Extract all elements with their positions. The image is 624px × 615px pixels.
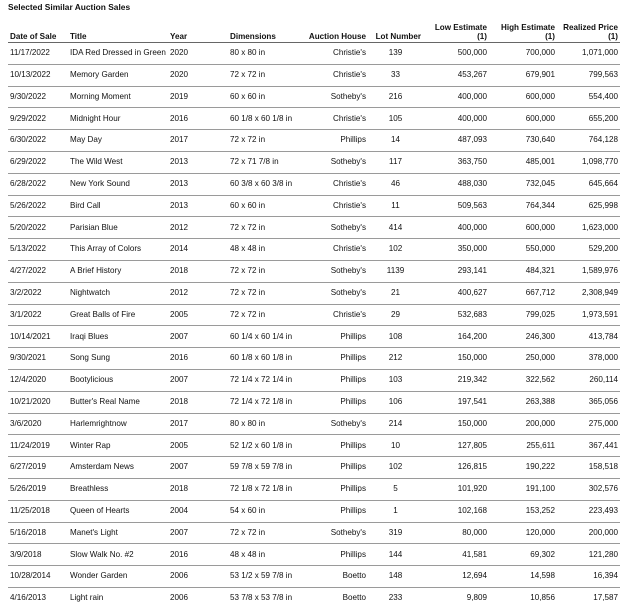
- cell-date: 3/9/2018: [8, 544, 68, 566]
- cell-date: 6/27/2019: [8, 457, 68, 479]
- cell-realized-price: 367,441: [557, 435, 620, 457]
- cell-title: Great Balls of Fire: [68, 304, 168, 326]
- cell-realized-price: 365,056: [557, 391, 620, 413]
- cell-date: 5/13/2022: [8, 239, 68, 261]
- table-body: [8, 43, 620, 609]
- cell-dimensions: 60 3/8 x 60 3/8 in: [228, 173, 297, 195]
- cell-auction-house: Christie's: [297, 108, 368, 130]
- cell-dimensions: 48 x 48 in: [228, 544, 297, 566]
- cell-low-estimate: 150,000: [423, 348, 489, 370]
- cell-low-estimate: 350,000: [423, 239, 489, 261]
- cell-dimensions: 72 1/4 x 72 1/8 in: [228, 391, 297, 413]
- cell-realized-price: 1,623,000: [557, 217, 620, 239]
- cell-title: Midnight Hour: [68, 108, 168, 130]
- cell-year: 2016: [168, 348, 228, 370]
- cell-high-estimate: 600,000: [489, 86, 557, 108]
- cell-title: Light rain: [70, 593, 104, 603]
- cell-year: 2016: [168, 544, 228, 566]
- table-row: [8, 544, 620, 566]
- column-header-auction-house: Auction House: [297, 15, 368, 43]
- cell-date: 5/20/2022: [8, 217, 68, 239]
- cell-dimensions: 72 x 72 in: [228, 522, 297, 544]
- cell-year: 2020: [168, 43, 228, 65]
- cell-auction-house: Phillips: [297, 130, 368, 152]
- cell-realized-price: 200,000: [557, 522, 620, 544]
- cell-auction-house: Phillips: [297, 500, 368, 522]
- cell-date: 6/28/2022: [8, 173, 68, 195]
- table-row: [8, 435, 620, 457]
- cell-dimensions: 53 7/8 x 53 7/8 in: [230, 593, 293, 603]
- cell-high-estimate: 246,300: [489, 326, 557, 348]
- cell-auction-house: Sotheby's: [297, 522, 368, 544]
- table-row: [8, 457, 620, 479]
- cell-auction-house: Sotheby's: [297, 260, 368, 282]
- cell-date: 11/24/2019: [8, 435, 68, 457]
- cell-date: 10/21/2020: [8, 391, 68, 413]
- cell-auction-house: Christie's: [297, 239, 368, 261]
- column-header-title: Title: [68, 15, 168, 43]
- column-header-lot-number: Lot Number: [368, 15, 423, 43]
- cell-high-estimate: 255,611: [489, 435, 557, 457]
- table-row: [8, 260, 620, 282]
- cell-realized-price: 2,308,949: [557, 282, 620, 304]
- cell-high-estimate: 764,344: [489, 195, 557, 217]
- cell-lot-number: 5: [368, 478, 423, 500]
- cell-dimensions: 60 1/4 x 60 1/4 in: [228, 326, 297, 348]
- cell-high-estimate: 667,712: [489, 282, 557, 304]
- cell-realized-price: 764,128: [557, 130, 620, 152]
- cell-low-estimate: 500,000: [423, 43, 489, 65]
- cell-dimensions: 72 1/4 x 72 1/4 in: [228, 369, 297, 391]
- cell-date: 6/30/2022: [8, 130, 68, 152]
- cell-high-estimate: 600,000: [489, 108, 557, 130]
- cell-low-estimate: 363,750: [423, 151, 489, 173]
- cell-realized-price: 16,394: [557, 566, 620, 588]
- cell-low-estimate: 400,000: [423, 108, 489, 130]
- cell-title: Slow Walk No. #2: [68, 544, 168, 566]
- cell-date: 10/28/2014: [8, 566, 68, 588]
- cell-title: Butter's Real Name: [68, 391, 168, 413]
- cell-realized-price: 302,576: [557, 478, 620, 500]
- cell-realized-price: 645,664: [557, 173, 620, 195]
- cell-title: Song Sung: [68, 348, 168, 370]
- cell-dimensions: 60 x 60 in: [228, 195, 297, 217]
- cell-low-estimate: 127,805: [423, 435, 489, 457]
- table-row: [8, 500, 620, 522]
- cell-high-estimate: 190,222: [489, 457, 557, 479]
- cell-dimensions: 60 1/8 x 60 1/8 in: [228, 108, 297, 130]
- cell-high-estimate: 550,000: [489, 239, 557, 261]
- cell-date: 3/6/2020: [8, 413, 68, 435]
- cell-realized-price: 554,400: [557, 86, 620, 108]
- table-row: [8, 304, 620, 326]
- cell-high-estimate: 679,901: [489, 64, 557, 86]
- cell-year: 2007: [168, 369, 228, 391]
- cell-title: Bird Call: [68, 195, 168, 217]
- cell-high-estimate: 263,388: [489, 391, 557, 413]
- cell-realized-price: 17,587: [593, 593, 618, 603]
- cell-date: 6/29/2022: [8, 151, 68, 173]
- cell-realized-price: 158,518: [557, 457, 620, 479]
- cell-lot-number: 102: [368, 239, 423, 261]
- cell-title: Bootylicious: [68, 369, 168, 391]
- cell-auction-house: Sotheby's: [297, 217, 368, 239]
- cell-realized-price: 223,493: [557, 500, 620, 522]
- cell-date: 10/13/2022: [8, 64, 68, 86]
- cell-low-estimate: 219,342: [423, 369, 489, 391]
- column-header-dimensions: Dimensions: [228, 15, 297, 43]
- table-row: [8, 239, 620, 261]
- table-row: [8, 587, 620, 608]
- cell-lot-number: 46: [368, 173, 423, 195]
- cell-date: 5/16/2018: [8, 522, 68, 544]
- cell-lot-number: 103: [368, 369, 423, 391]
- cell-auction-house: Phillips: [297, 369, 368, 391]
- cell-date: 11/25/2018: [8, 500, 68, 522]
- cell-auction-house: Phillips: [297, 544, 368, 566]
- cell-title: This Array of Colors: [68, 239, 168, 261]
- cell-dimensions: 53 1/2 x 59 7/8 in: [228, 566, 297, 588]
- cell-auction-house: Phillips: [297, 348, 368, 370]
- cell-low-estimate: 400,627: [423, 282, 489, 304]
- cell-high-estimate: 69,302: [489, 544, 557, 566]
- cell-lot-number: 214: [368, 413, 423, 435]
- cell-year: 2007: [168, 326, 228, 348]
- cell-high-estimate: 600,000: [489, 217, 557, 239]
- cell-realized-price: 655,200: [557, 108, 620, 130]
- cell-high-estimate: 250,000: [489, 348, 557, 370]
- cell-lot-number: 212: [368, 348, 423, 370]
- cell-year: 2020: [168, 64, 228, 86]
- cell-high-estimate: 484,321: [489, 260, 557, 282]
- cell-auction-house: Christie's: [297, 304, 368, 326]
- column-header-low-estimate: Low Estimate (1): [423, 15, 489, 43]
- cell-dimensions: 80 x 80 in: [228, 413, 297, 435]
- cell-high-estimate: 730,640: [489, 130, 557, 152]
- cell-auction-house: Christie's: [297, 195, 368, 217]
- table-row: [8, 173, 620, 195]
- cell-dimensions: 72 x 72 in: [228, 130, 297, 152]
- cell-realized-price: 1,071,000: [557, 43, 620, 65]
- cell-lot-number: 33: [368, 64, 423, 86]
- cell-lot-number: 102: [368, 457, 423, 479]
- table-row: [8, 413, 620, 435]
- cell-auction-house: Phillips: [297, 478, 368, 500]
- cell-low-estimate: 400,000: [423, 217, 489, 239]
- cell-date: 5/26/2022: [8, 195, 68, 217]
- cell-realized-price: 529,200: [557, 239, 620, 261]
- cell-title: Winter Rap: [68, 435, 168, 457]
- cell-low-estimate: 487,093: [423, 130, 489, 152]
- cell-auction-house: Boetto: [342, 593, 366, 603]
- column-header-date: Date of Sale: [8, 15, 68, 43]
- cell-year: 2017: [168, 130, 228, 152]
- cell-year: 2019: [168, 86, 228, 108]
- cell-realized-price: 625,998: [557, 195, 620, 217]
- cell-dimensions: 59 7/8 x 59 7/8 in: [228, 457, 297, 479]
- cell-lot-number: 11: [368, 195, 423, 217]
- cell-dimensions: 80 x 80 in: [228, 43, 297, 65]
- cell-low-estimate: 509,563: [423, 195, 489, 217]
- cell-auction-house: Christie's: [297, 173, 368, 195]
- cell-realized-price: 275,000: [557, 413, 620, 435]
- cell-title: Parisian Blue: [68, 217, 168, 239]
- cell-title: Manet's Light: [68, 522, 168, 544]
- cell-dimensions: 72 x 72 in: [228, 304, 297, 326]
- cell-high-estimate: 10,856: [530, 593, 555, 603]
- column-header-year: Year: [168, 15, 228, 43]
- cell-low-estimate: 488,030: [423, 173, 489, 195]
- cell-date: 11/17/2022: [8, 43, 68, 65]
- cell-low-estimate: 293,141: [423, 260, 489, 282]
- cell-dimensions: 72 x 72 in: [228, 64, 297, 86]
- cell-year: 2018: [168, 478, 228, 500]
- cell-low-estimate: 102,168: [423, 500, 489, 522]
- cell-title: Amsterdam News: [68, 457, 168, 479]
- cell-title: IDA Red Dressed in Green: [68, 43, 168, 65]
- cell-lot-number: 105: [368, 108, 423, 130]
- cell-title: The Wild West: [68, 151, 168, 173]
- table-header-row: [8, 15, 620, 43]
- cell-realized-price: 378,000: [557, 348, 620, 370]
- cell-dimensions: 48 x 48 in: [228, 239, 297, 261]
- cell-year: 2018: [168, 391, 228, 413]
- cell-high-estimate: 485,001: [489, 151, 557, 173]
- page-title: Selected Similar Auction Sales: [8, 2, 131, 12]
- cell-date: 4/16/2013: [10, 593, 47, 603]
- cell-year: 2013: [168, 151, 228, 173]
- cell-realized-price: 121,280: [557, 544, 620, 566]
- cell-date: 9/30/2021: [8, 348, 68, 370]
- cell-year: 2016: [168, 108, 228, 130]
- cell-date: 9/29/2022: [8, 108, 68, 130]
- cell-lot-number: 139: [368, 43, 423, 65]
- cell-dimensions: 52 1/2 x 60 1/8 in: [228, 435, 297, 457]
- cell-lot-number: 108: [368, 326, 423, 348]
- table-row: [8, 369, 620, 391]
- cell-low-estimate: 453,267: [423, 64, 489, 86]
- cell-date: 3/2/2022: [8, 282, 68, 304]
- cell-year: 2005: [168, 304, 228, 326]
- cell-date: 3/1/2022: [8, 304, 68, 326]
- table-row: [8, 64, 620, 86]
- cell-low-estimate: 164,200: [423, 326, 489, 348]
- table-row: [8, 282, 620, 304]
- cell-realized-price: 1,973,591: [557, 304, 620, 326]
- cell-lot-number: 319: [368, 522, 423, 544]
- cell-lot-number: 216: [368, 86, 423, 108]
- cell-title: Wonder Garden: [68, 566, 168, 588]
- cell-title: Queen of Hearts: [68, 500, 168, 522]
- cell-low-estimate: 41,581: [423, 544, 489, 566]
- cell-realized-price: 1,098,770: [557, 151, 620, 173]
- cell-dimensions: 54 x 60 in: [228, 500, 297, 522]
- cell-auction-house: Phillips: [297, 435, 368, 457]
- cell-high-estimate: 120,000: [489, 522, 557, 544]
- cell-dimensions: 72 x 72 in: [228, 282, 297, 304]
- table-row: [8, 86, 620, 108]
- cell-lot-number: 144: [368, 544, 423, 566]
- cell-year: 2004: [168, 500, 228, 522]
- cell-year: 2013: [168, 173, 228, 195]
- column-header-high-estimate: High Estimate (1): [489, 15, 557, 43]
- cell-low-estimate: 9,809: [466, 593, 487, 603]
- cell-title: New York Sound: [68, 173, 168, 195]
- cell-auction-house: Sotheby's: [297, 282, 368, 304]
- cell-date: 12/4/2020: [8, 369, 68, 391]
- cell-lot-number: 1139: [368, 260, 423, 282]
- cell-high-estimate: 191,100: [489, 478, 557, 500]
- cell-year: 2012: [168, 217, 228, 239]
- cell-auction-house: Sotheby's: [297, 86, 368, 108]
- cell-high-estimate: 799,025: [489, 304, 557, 326]
- cell-high-estimate: 700,000: [489, 43, 557, 65]
- cell-year: 2007: [168, 457, 228, 479]
- cell-auction-house: Boetto: [297, 566, 368, 588]
- cell-lot-number: 14: [368, 130, 423, 152]
- cell-year: 2006: [168, 566, 228, 588]
- cell-realized-price: 799,563: [557, 64, 620, 86]
- cell-dimensions: 60 1/8 x 60 1/8 in: [228, 348, 297, 370]
- cell-year: 2017: [168, 413, 228, 435]
- cell-lot-number: 106: [368, 391, 423, 413]
- cell-high-estimate: 14,598: [489, 566, 557, 588]
- cell-date: 5/26/2019: [8, 478, 68, 500]
- cell-dimensions: 72 x 72 in: [228, 260, 297, 282]
- cell-date: 4/27/2022: [8, 260, 68, 282]
- cell-high-estimate: 200,000: [489, 413, 557, 435]
- table-row: [8, 217, 620, 239]
- cell-auction-house: Phillips: [297, 326, 368, 348]
- cell-low-estimate: 101,920: [423, 478, 489, 500]
- cell-high-estimate: 322,562: [489, 369, 557, 391]
- cell-auction-house: Sotheby's: [297, 151, 368, 173]
- cell-lot-number: 117: [368, 151, 423, 173]
- cell-lot-number: 414: [368, 217, 423, 239]
- cell-title: A Brief History: [68, 260, 168, 282]
- cell-year: 2007: [168, 522, 228, 544]
- cell-auction-house: Sotheby's: [297, 413, 368, 435]
- cell-date: 9/30/2022: [8, 86, 68, 108]
- cell-title: Iraqi Blues: [68, 326, 168, 348]
- cell-dimensions: 72 1/8 x 72 1/8 in: [228, 478, 297, 500]
- cell-dimensions: 72 x 71 7/8 in: [228, 151, 297, 173]
- cell-lot-number: 148: [368, 566, 423, 588]
- column-header-realized-price: Realized Price (1): [557, 15, 620, 43]
- cell-lot-number: 10: [368, 435, 423, 457]
- cell-high-estimate: 732,045: [489, 173, 557, 195]
- cell-low-estimate: 150,000: [423, 413, 489, 435]
- cell-low-estimate: 197,541: [423, 391, 489, 413]
- cell-auction-house: Christie's: [297, 43, 368, 65]
- table-row: [8, 151, 620, 173]
- cell-low-estimate: 532,683: [423, 304, 489, 326]
- cell-auction-house: Phillips: [297, 391, 368, 413]
- cell-dimensions: 72 x 72 in: [228, 217, 297, 239]
- table-row: [8, 391, 620, 413]
- cell-title: Morning Moment: [68, 86, 168, 108]
- cell-low-estimate: 400,000: [423, 86, 489, 108]
- table-row: [8, 130, 620, 152]
- cell-year: 2014: [168, 239, 228, 261]
- cell-realized-price: 413,784: [557, 326, 620, 348]
- cell-realized-price: 260,114: [557, 369, 620, 391]
- cell-low-estimate: 126,815: [423, 457, 489, 479]
- cell-year: 2006: [170, 593, 189, 603]
- cell-year: 2013: [168, 195, 228, 217]
- cell-realized-price: 1,589,976: [557, 260, 620, 282]
- cell-auction-house: Christie's: [297, 64, 368, 86]
- cell-year: 2012: [168, 282, 228, 304]
- cell-date: 10/14/2021: [8, 326, 68, 348]
- cell-lot-number: 233: [388, 593, 403, 603]
- cell-title: Nightwatch: [68, 282, 168, 304]
- cell-title: Breathless: [68, 478, 168, 500]
- auction-sales-table: [8, 15, 620, 609]
- cell-title: May Day: [68, 130, 168, 152]
- cell-lot-number: 29: [368, 304, 423, 326]
- cell-lot-number: 1: [368, 500, 423, 522]
- table-row: [8, 522, 620, 544]
- cell-high-estimate: 153,252: [489, 500, 557, 522]
- cell-low-estimate: 12,694: [423, 566, 489, 588]
- cell-lot-number: 21: [368, 282, 423, 304]
- table-row: [8, 566, 620, 588]
- cell-title: Harlemrightnow: [68, 413, 168, 435]
- cell-year: 2018: [168, 260, 228, 282]
- table-row: [8, 348, 620, 370]
- table-row: [8, 43, 620, 65]
- cell-dimensions: 60 x 60 in: [228, 86, 297, 108]
- cell-auction-house: Phillips: [297, 457, 368, 479]
- cell-year: 2005: [168, 435, 228, 457]
- table-row: [8, 478, 620, 500]
- cell-title: Memory Garden: [68, 64, 168, 86]
- table-row: [8, 326, 620, 348]
- cell-low-estimate: 80,000: [423, 522, 489, 544]
- table-row: [8, 108, 620, 130]
- table-row: [8, 195, 620, 217]
